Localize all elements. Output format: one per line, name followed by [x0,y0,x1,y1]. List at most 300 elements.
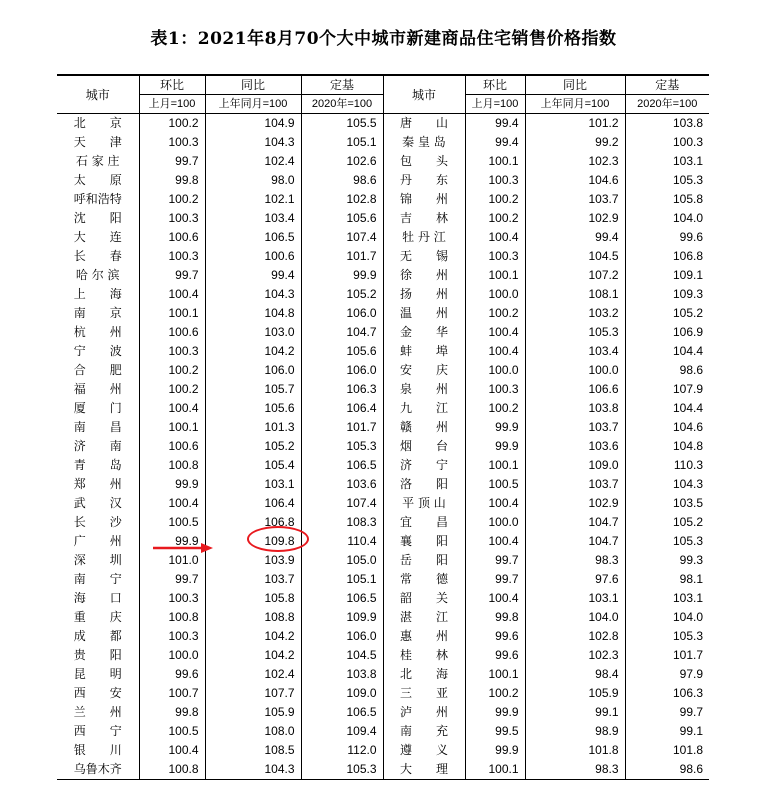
yoy-value-left: 101.3 [205,418,301,437]
yoy-value-right: 104.6 [525,171,625,190]
fixed-value-right: 98.6 [625,361,709,380]
mom-value-right: 99.4 [465,114,525,134]
city-name-right: 扬 州 [383,285,465,304]
mom-value-right: 100.4 [465,323,525,342]
fixed-value-right: 105.3 [625,532,709,551]
city-name-right: 秦 皇 岛 [383,133,465,152]
city-name-right: 丹 东 [383,171,465,190]
mom-value-right: 99.9 [465,741,525,760]
city-name-right: 岳 阳 [383,551,465,570]
header-fixed-right: 定基 [625,75,709,95]
city-name-left: 银 川 [73,743,122,757]
header-yoy-base-left: 上年同月=100 [205,95,301,114]
city-name-left: 合 肥 [73,363,122,377]
city-name-left: 兰 州 [73,705,122,719]
mom-value-right: 99.6 [465,627,525,646]
yoy-value-right: 104.7 [525,513,625,532]
yoy-value-right: 103.7 [525,418,625,437]
header-mom-left: 环比 [139,75,205,95]
mom-value-left: 100.6 [139,437,205,456]
fixed-value-right: 98.1 [625,570,709,589]
price-index-table [57,74,709,780]
table-row [57,513,709,532]
fixed-value-right: 105.3 [625,171,709,190]
city-name-left: 北 京 [73,116,122,130]
city-name-left: 济 南 [73,439,122,453]
yoy-value-right: 102.8 [525,627,625,646]
city-name-left: 青 岛 [73,458,122,472]
fixed-value-right: 106.9 [625,323,709,342]
header-mom-right: 环比 [465,75,525,95]
table-row [57,380,709,399]
table-row [57,228,709,247]
fixed-value-left: 103.6 [301,475,383,494]
header-yoy-left: 同比 [205,75,301,95]
yoy-value-right: 98.3 [525,760,625,780]
mom-value-left: 100.7 [139,684,205,703]
fixed-value-right: 104.6 [625,418,709,437]
fixed-value-left: 104.7 [301,323,383,342]
mom-value-left: 100.0 [139,646,205,665]
yoy-value-left: 100.6 [205,247,301,266]
fixed-value-right: 101.8 [625,741,709,760]
fixed-value-right: 109.3 [625,285,709,304]
fixed-value-right: 99.3 [625,551,709,570]
city-name-right: 牡 丹 江 [383,228,465,247]
yoy-value-left: 106.0 [205,361,301,380]
yoy-value-right: 108.1 [525,285,625,304]
city-name-right: 济 宁 [383,456,465,475]
city-name-left: 深 圳 [73,553,122,567]
city-name-left: 南 京 [73,306,122,320]
mom-value-left: 100.4 [139,399,205,418]
city-name-right: 大 理 [383,760,465,780]
city-name-right: 无 锡 [383,247,465,266]
city-name-right: 九 江 [383,399,465,418]
city-name-right: 桂 林 [383,646,465,665]
fixed-value-left: 109.9 [301,608,383,627]
fixed-value-left: 102.8 [301,190,383,209]
mom-value-left: 99.9 [139,532,205,551]
mom-value-right: 100.2 [465,399,525,418]
table-row [57,589,709,608]
city-name-right: 三 亚 [383,684,465,703]
city-name-right: 徐 州 [383,266,465,285]
city-name-right: 安 庆 [383,361,465,380]
mom-value-left: 100.4 [139,494,205,513]
fixed-value-left: 106.5 [301,456,383,475]
table-row [57,399,709,418]
table-row [57,627,709,646]
table-row [57,494,709,513]
table-row [57,285,709,304]
city-name-left: 乌鲁木齐 [57,760,139,780]
mom-value-left: 99.7 [139,152,205,171]
mom-value-right: 100.4 [465,589,525,608]
city-name-left: 宁 波 [73,344,122,358]
table-row [57,114,709,134]
table-row [57,133,709,152]
yoy-value-right: 103.8 [525,399,625,418]
yoy-value-right: 99.2 [525,133,625,152]
city-name-right: 平 顶 山 [383,494,465,513]
yoy-value-left: 104.2 [205,627,301,646]
city-name-left: 贵 阳 [73,648,122,662]
fixed-value-right: 104.3 [625,475,709,494]
city-name-left: 南 昌 [73,420,122,434]
mom-value-left: 100.2 [139,361,205,380]
fixed-value-right: 104.4 [625,342,709,361]
fixed-value-right: 99.6 [625,228,709,247]
yoy-value-left: 109.8 [205,532,301,551]
city-name-left: 呼和浩特 [73,192,122,206]
red-arrow-icon [153,542,213,554]
fixed-value-left: 98.6 [301,171,383,190]
fixed-value-left: 99.9 [301,266,383,285]
fixed-value-left: 106.0 [301,627,383,646]
city-name-right: 包 头 [383,152,465,171]
mom-value-right: 100.1 [465,456,525,475]
yoy-value-left: 103.0 [205,323,301,342]
mom-value-left: 100.5 [139,722,205,741]
fixed-value-right: 105.2 [625,513,709,532]
yoy-value-left: 104.8 [205,304,301,323]
city-name-right: 常 德 [383,570,465,589]
city-name-left: 大 连 [73,230,122,244]
fixed-value-left: 106.0 [301,304,383,323]
yoy-value-left: 103.7 [205,570,301,589]
city-name-right: 赣 州 [383,418,465,437]
yoy-value-right: 98.9 [525,722,625,741]
mom-value-left: 100.2 [139,380,205,399]
mom-value-left: 100.8 [139,456,205,475]
mom-value-right: 100.3 [465,247,525,266]
yoy-value-left: 103.4 [205,209,301,228]
mom-value-right: 100.0 [465,361,525,380]
yoy-value-right: 103.7 [525,190,625,209]
mom-value-right: 100.0 [465,513,525,532]
table-row [57,418,709,437]
header-city-right: 城市 [383,75,465,114]
city-name-right: 惠 州 [383,627,465,646]
yoy-value-right: 101.2 [525,114,625,134]
fixed-value-right: 109.1 [625,266,709,285]
fixed-value-left: 106.3 [301,380,383,399]
mom-value-left: 100.5 [139,513,205,532]
mom-value-right: 100.1 [465,665,525,684]
city-name-right: 吉 林 [383,209,465,228]
fixed-value-right: 106.8 [625,247,709,266]
city-name-left: 石 家 庄 [75,154,120,168]
mom-value-left: 99.7 [139,570,205,589]
fixed-value-right: 105.2 [625,304,709,323]
yoy-value-right: 99.4 [525,228,625,247]
yoy-value-right: 98.4 [525,665,625,684]
yoy-value-left: 104.3 [205,285,301,304]
city-name-right: 南 充 [383,722,465,741]
fixed-value-left: 105.3 [301,760,383,780]
mom-value-right: 99.4 [465,133,525,152]
yoy-value-left: 103.9 [205,551,301,570]
mom-value-left: 100.6 [139,228,205,247]
yoy-value-right: 103.1 [525,589,625,608]
yoy-value-left: 105.6 [205,399,301,418]
mom-value-right: 100.4 [465,494,525,513]
fixed-value-right: 104.0 [625,209,709,228]
yoy-value-left: 102.4 [205,152,301,171]
yoy-value-left: 104.2 [205,646,301,665]
city-name-left: 上 海 [73,287,122,301]
table-row [57,703,709,722]
table-row [57,456,709,475]
city-name-left: 西 安 [73,686,122,700]
mom-value-left: 100.8 [139,760,205,780]
mom-value-left: 100.2 [139,190,205,209]
yoy-value-right: 103.2 [525,304,625,323]
city-name-right: 襄 阳 [383,532,465,551]
mom-value-left: 100.3 [139,209,205,228]
yoy-value-right: 101.8 [525,741,625,760]
mom-value-left: 100.1 [139,418,205,437]
fixed-value-left: 105.0 [301,551,383,570]
mom-value-right: 100.2 [465,684,525,703]
yoy-value-left: 108.5 [205,741,301,760]
fixed-value-left: 105.3 [301,437,383,456]
table-row [57,646,709,665]
city-name-right: 温 州 [383,304,465,323]
city-name-left: 广 州 [73,534,122,548]
fixed-value-left: 108.3 [301,513,383,532]
mom-value-left: 100.1 [139,304,205,323]
yoy-value-right: 107.2 [525,266,625,285]
header-mom-base-left: 上月=100 [139,95,205,114]
fixed-value-right: 106.3 [625,684,709,703]
city-name-right: 宜 昌 [383,513,465,532]
yoy-value-left: 105.9 [205,703,301,722]
fixed-value-right: 105.3 [625,627,709,646]
fixed-value-right: 103.8 [625,114,709,134]
table-row [57,741,709,760]
city-name-right: 唐 山 [383,114,465,134]
yoy-value-left: 105.8 [205,589,301,608]
fixed-value-right: 99.7 [625,703,709,722]
fixed-value-left: 109.4 [301,722,383,741]
city-name-left: 厦 门 [73,401,122,415]
mom-value-left: 99.9 [139,475,205,494]
fixed-value-left: 107.4 [301,228,383,247]
mom-value-left: 100.4 [139,285,205,304]
yoy-value-right: 104.7 [525,532,625,551]
city-name-left: 西 宁 [73,724,122,738]
table-row [57,437,709,456]
yoy-value-right: 109.0 [525,456,625,475]
yoy-value-right: 102.9 [525,494,625,513]
fixed-value-right: 104.4 [625,399,709,418]
mom-value-right: 100.2 [465,190,525,209]
city-name-left: 福 州 [73,382,122,396]
yoy-value-left: 105.7 [205,380,301,399]
city-name-left: 长 沙 [73,515,122,529]
fixed-value-left: 107.4 [301,494,383,513]
city-name-right: 金 华 [383,323,465,342]
header-fixed-base-left: 2020年=100 [301,95,383,114]
table-title: 表1：2021年8月70个大中城市新建商品住宅销售价格指数 [150,29,617,49]
city-name-left: 南 宁 [73,572,122,586]
mom-value-left: 101.0 [139,551,205,570]
mom-value-left: 100.3 [139,133,205,152]
city-name-left: 重 庆 [73,610,122,624]
yoy-value-right: 103.7 [525,475,625,494]
fixed-value-right: 110.3 [625,456,709,475]
fixed-value-left: 106.5 [301,589,383,608]
mom-value-left: 99.6 [139,665,205,684]
header-yoy-right: 同比 [525,75,625,95]
mom-value-left: 99.7 [139,266,205,285]
fixed-value-left: 110.4 [301,532,383,551]
yoy-value-left: 103.1 [205,475,301,494]
mom-value-right: 99.5 [465,722,525,741]
fixed-value-left: 105.5 [301,114,383,134]
city-name-left: 长 春 [73,249,122,263]
yoy-value-left: 108.8 [205,608,301,627]
city-name-right: 泉 州 [383,380,465,399]
table-header [57,75,709,114]
city-name-left: 郑 州 [73,477,122,491]
fixed-value-left: 104.5 [301,646,383,665]
table-row [57,247,709,266]
fixed-value-left: 101.7 [301,418,383,437]
fixed-value-right: 107.9 [625,380,709,399]
mom-value-right: 100.4 [465,342,525,361]
city-name-left: 武 汉 [73,496,122,510]
table-row [57,190,709,209]
mom-value-left: 100.3 [139,627,205,646]
mom-value-right: 100.2 [465,209,525,228]
table-row [57,323,709,342]
mom-value-left: 100.8 [139,608,205,627]
table-row [57,304,709,323]
yoy-value-left: 104.2 [205,342,301,361]
mom-value-left: 100.4 [139,741,205,760]
mom-value-right: 100.1 [465,266,525,285]
mom-value-right: 99.7 [465,551,525,570]
table-row [57,171,709,190]
mom-value-left: 100.3 [139,589,205,608]
fixed-value-left: 101.7 [301,247,383,266]
fixed-value-left: 109.0 [301,684,383,703]
yoy-value-left: 108.0 [205,722,301,741]
city-name-right: 北 海 [383,665,465,684]
city-name-right: 洛 阳 [383,475,465,494]
fixed-value-right: 99.1 [625,722,709,741]
fixed-value-left: 103.8 [301,665,383,684]
yoy-value-left: 104.9 [205,114,301,134]
highlight-circle [247,526,309,552]
yoy-value-right: 100.0 [525,361,625,380]
yoy-value-left: 102.1 [205,190,301,209]
fixed-value-right: 100.3 [625,133,709,152]
table-row [57,342,709,361]
yoy-value-right: 102.3 [525,646,625,665]
table-row [57,722,709,741]
mom-value-left: 99.8 [139,703,205,722]
city-name-right: 韶 关 [383,589,465,608]
yoy-value-right: 105.3 [525,323,625,342]
yoy-value-right: 103.6 [525,437,625,456]
fixed-value-right: 101.7 [625,646,709,665]
mom-value-right: 100.3 [465,380,525,399]
yoy-value-left: 99.4 [205,266,301,285]
mom-value-right: 100.0 [465,285,525,304]
mom-value-left: 100.2 [139,114,205,134]
header-fixed-base-right: 2020年=100 [625,95,709,114]
city-name-left: 太 原 [73,173,122,187]
mom-value-right: 99.9 [465,418,525,437]
yoy-value-left: 105.2 [205,437,301,456]
table-row [57,608,709,627]
yoy-value-left: 106.4 [205,494,301,513]
mom-value-left: 99.8 [139,171,205,190]
city-name-left: 成 都 [73,629,122,643]
table-row [57,570,709,589]
city-name-left: 沈 阳 [73,211,122,225]
yoy-value-left: 106.8 [205,513,301,532]
table-row [57,760,709,780]
yoy-value-right: 102.9 [525,209,625,228]
city-name-left: 昆 明 [73,667,122,681]
header-mom-base-right: 上月=100 [465,95,525,114]
mom-value-right: 100.1 [465,152,525,171]
yoy-value-left: 105.4 [205,456,301,475]
yoy-value-right: 104.5 [525,247,625,266]
mom-value-right: 100.4 [465,228,525,247]
city-name-left: 杭 州 [73,325,122,339]
fixed-value-left: 106.0 [301,361,383,380]
fixed-value-left: 105.1 [301,133,383,152]
yoy-value-left: 104.3 [205,760,301,780]
city-name-right: 遵 义 [383,741,465,760]
header-city-left: 城市 [57,75,139,114]
table-row [57,266,709,285]
city-name-right: 泸 州 [383,703,465,722]
yoy-value-left: 98.0 [205,171,301,190]
fixed-value-right: 103.5 [625,494,709,513]
header-fixed-left: 定基 [301,75,383,95]
fixed-value-right: 104.0 [625,608,709,627]
city-name-right: 湛 江 [383,608,465,627]
mom-value-left: 100.6 [139,323,205,342]
mom-value-right: 100.1 [465,760,525,780]
mom-value-right: 100.5 [465,475,525,494]
city-name-right: 蚌 埠 [383,342,465,361]
mom-value-right: 99.9 [465,437,525,456]
mom-value-right: 100.4 [465,532,525,551]
yoy-value-left: 102.4 [205,665,301,684]
table-row [57,209,709,228]
header-yoy-base-right: 上年同月=100 [525,95,625,114]
mom-value-right: 99.7 [465,570,525,589]
city-name-right: 锦 州 [383,190,465,209]
mom-value-right: 99.9 [465,703,525,722]
yoy-value-right: 98.3 [525,551,625,570]
city-name-left: 海 口 [73,591,122,605]
fixed-value-left: 105.2 [301,285,383,304]
city-name-left: 哈 尔 滨 [75,268,120,282]
fixed-value-right: 103.1 [625,589,709,608]
mom-value-right: 99.8 [465,608,525,627]
mom-value-left: 100.3 [139,247,205,266]
fixed-value-left: 112.0 [301,741,383,760]
